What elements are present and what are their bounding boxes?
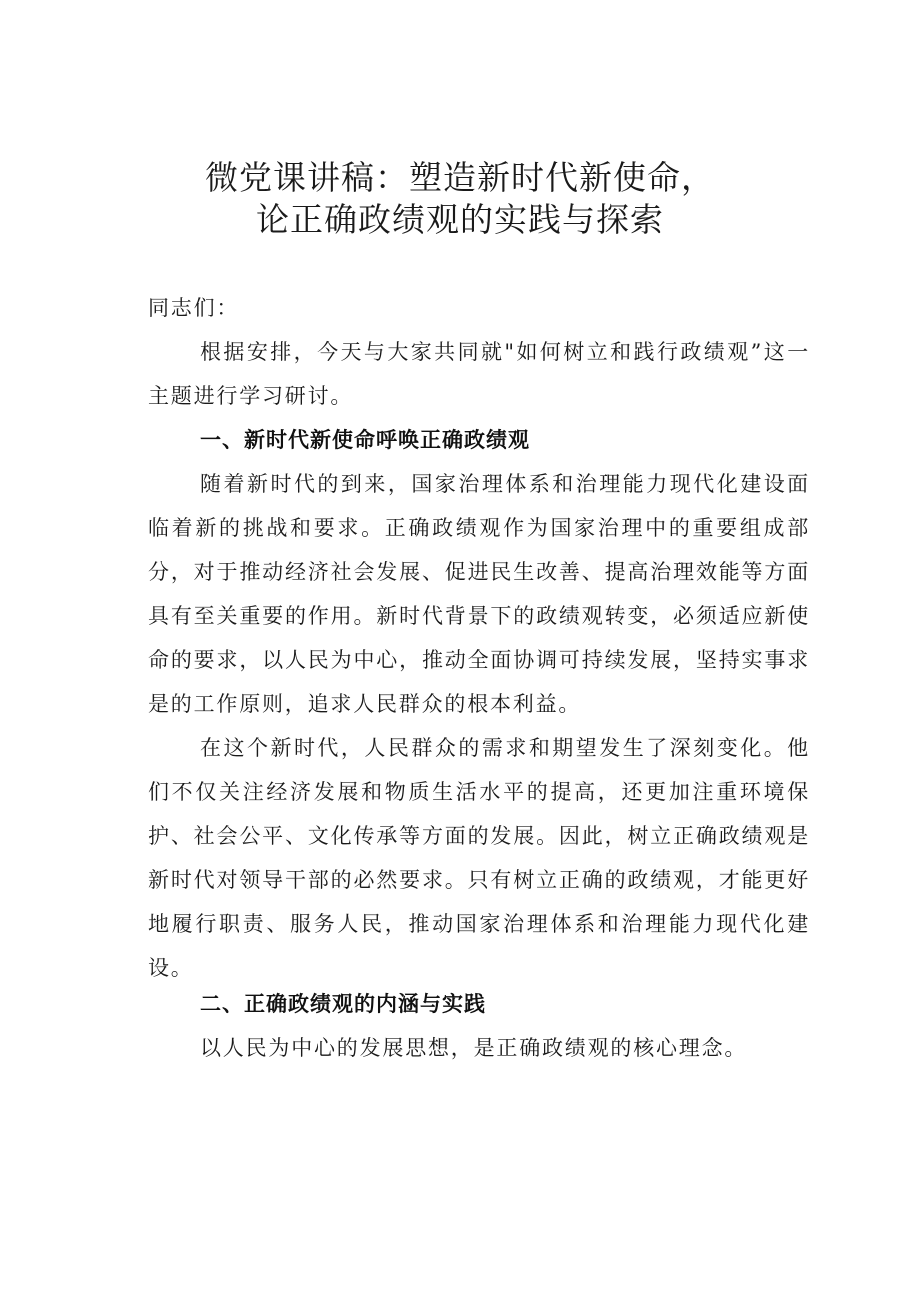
section-heading-2: 二、正确政绩观的内涵与实践 [200, 992, 486, 1016]
section-2-paragraph-1: 以人民为中心的发展思想，是正确政绩观的核心理念。 [200, 1036, 748, 1060]
section-1-paragraph-2: 在这个新时代，人民群众的需求和期望发生了深刻变化。他们不仅关注经济发展和物质生活水平的提高，还更加注重环境保护、社会公平、文化传承等方面的发展。因此，树立正确政绩观是新时代对领导干部的必然要求。只有树立正确的政绩观，才能更好地履行职责、服务人民，推动国家治理体系和治理能力现代化建设。 [148, 736, 810, 980]
intro-paragraph: 根据安排，今天与大家共同就"如何树立和践行政绩观”这一主题进行学习研讨。 [148, 340, 810, 408]
section-1-paragraph-1: 随着新时代的到来，国家治理体系和治理能力现代化建设面临着新的挑战和要求。正确政绩观作为国家治理中的重要组成部分，对于推动经济社会发展、促进民生改善、提高治理效能等方面具有至关重要的作用。新时代背景下的政绩观转变，必须适应新使命的要求，以人民为中心，推动全面协调可持续发展，坚持实事求是的工作原则，追求人民群众的根本利益。 [148, 472, 810, 716]
document-title-line-1: 微党课讲稿：塑造新时代新使命， [205, 158, 715, 197]
document-title-line-2: 论正确政绩观的实践与探索 [256, 200, 664, 239]
section-heading-1: 一、新时代新使命呼唤正确政绩观 [200, 428, 530, 452]
salutation: 同志们： [148, 296, 240, 320]
